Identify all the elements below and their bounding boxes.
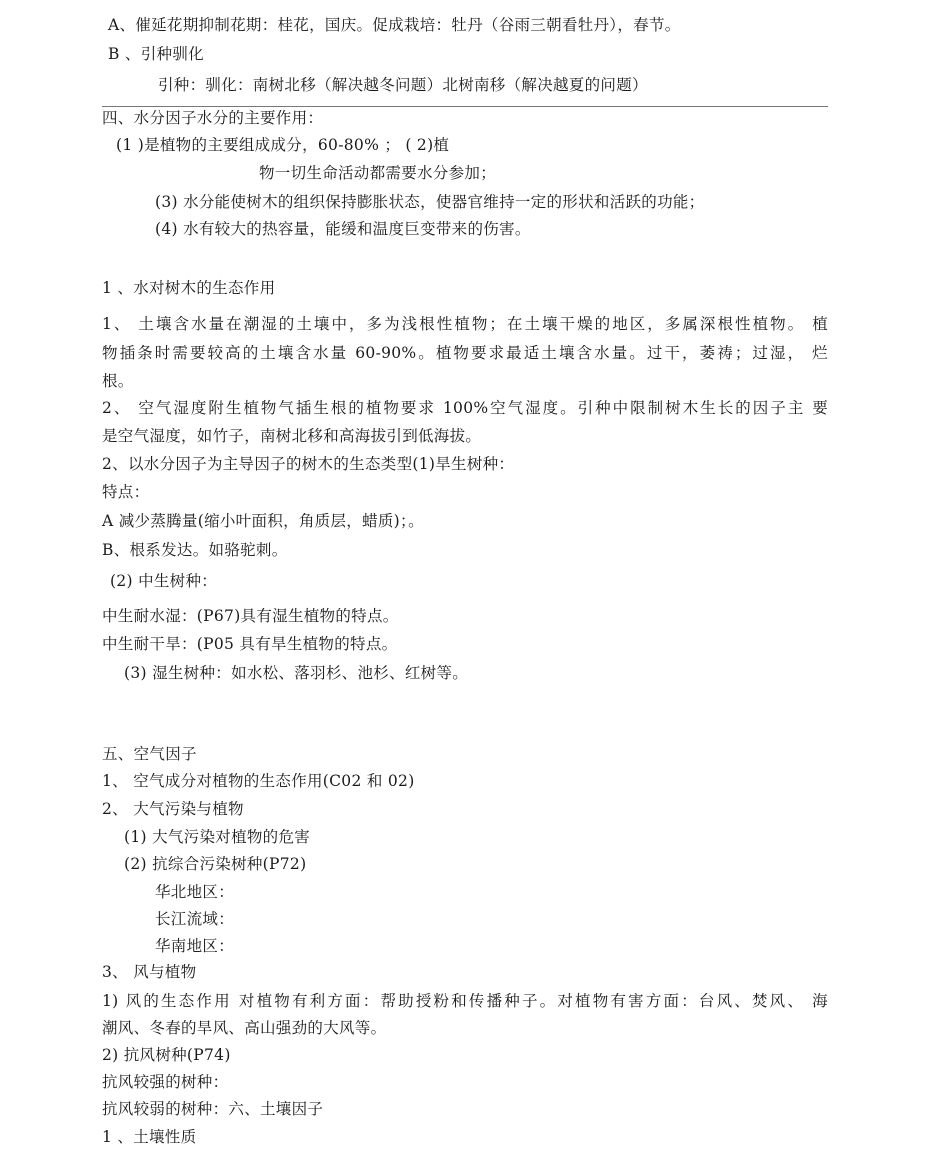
- section-heading: 1 、水对树木的生态作用: [102, 279, 276, 297]
- text-line: 中生耐干旱：(P05 具有旱生植物的特点。: [102, 635, 398, 653]
- section-heading: 四、水分因子水分的主要作用：: [102, 109, 324, 127]
- section-heading: 2、以水分因子为主导因子的树木的生态类型(1)旱生树种：: [102, 455, 515, 473]
- section-heading: B 、引种驯化: [108, 45, 204, 63]
- text-line: (3) 水分能使树木的组织保持膨胀状态，使器官维持一定的形状和活跃的功能；: [155, 193, 705, 211]
- section-heading: 五、空气因子: [102, 745, 197, 763]
- text-line: 是空气湿度，如竹子，南树北移和高海拔引到低海拔。: [102, 427, 482, 445]
- text-line: (2) 抗综合污染树种(P72): [124, 855, 307, 873]
- text-line: B、根系发达。如骆驼刺。: [102, 541, 288, 559]
- text-line: 特点：: [102, 483, 150, 501]
- text-line: 潮风、冬春的旱风、高山强劲的大风等。: [102, 1019, 387, 1037]
- text-line: 引种：驯化：南树北移（解决越冬问题）北树南移（解决越夏的问题）: [158, 76, 648, 94]
- text-line: 华南地区：: [155, 937, 235, 955]
- text-line: 2) 抗风树种(P74): [102, 1046, 231, 1064]
- text-line: 1、 土壤含水量在潮湿的土壤中，多为浅根性植物；在土壤干燥的地区，多属深根性植物。 植: [102, 315, 828, 333]
- text-line: 2、 空气湿度附生植物气插生根的植物要求 100%空气湿度。引种中限制树木生长的因子主 要: [102, 399, 828, 417]
- text-line: A、催延花期抑制花期：桂花，国庆。促成栽培：牡丹（谷雨三朝看牡丹），春节。: [108, 16, 681, 34]
- text-line: (1 )是植物的主要组成成分，60-80% ； ( 2)植: [116, 136, 450, 154]
- text-line: 3、 风与植物: [102, 963, 197, 981]
- text-line: (4) 水有较大的热容量，能缓和温度巨变带来的伤害。: [155, 220, 531, 238]
- text-line: 抗风较弱的树种：六、土壤因子: [102, 1100, 324, 1118]
- text-line: 中生耐水湿：(P67)具有湿生植物的特点。: [102, 607, 399, 625]
- text-line: 长江流域：: [155, 910, 235, 928]
- text-line: 1、 空气成分对植物的生态作用(C02 和 02): [102, 772, 415, 790]
- text-line: (2) 中生树种：: [110, 572, 218, 590]
- text-line: (3) 湿生树种：如水松、落羽杉、池杉、红树等。: [124, 664, 469, 682]
- text-line: 物一切生命活动都需要水分参加；: [259, 164, 497, 182]
- section-heading: 1 、土壤性质: [102, 1128, 197, 1146]
- text-line: 2、 大气污染与植物: [102, 800, 244, 818]
- text-line: 根。: [102, 372, 134, 390]
- text-line: 华北地区：: [155, 883, 235, 901]
- text-line: 抗风较强的树种：: [102, 1073, 229, 1091]
- text-line: 1) 风的生态作用 对植物有利方面：帮助授粉和传播种子。对植物有害方面：台风、焚风、 海: [102, 992, 828, 1010]
- text-line: 物插条时需要较高的土壤含水量 60-90%。植物要求最适土壤含水量。过干，萎祷；过湿， 烂: [102, 344, 828, 362]
- horizontal-divider: [102, 106, 828, 107]
- text-line: (1) 大气污染对植物的危害: [124, 828, 311, 846]
- text-line: A 减少蒸腾量(缩小叶面积，角质层，蜡质)；。: [102, 512, 424, 530]
